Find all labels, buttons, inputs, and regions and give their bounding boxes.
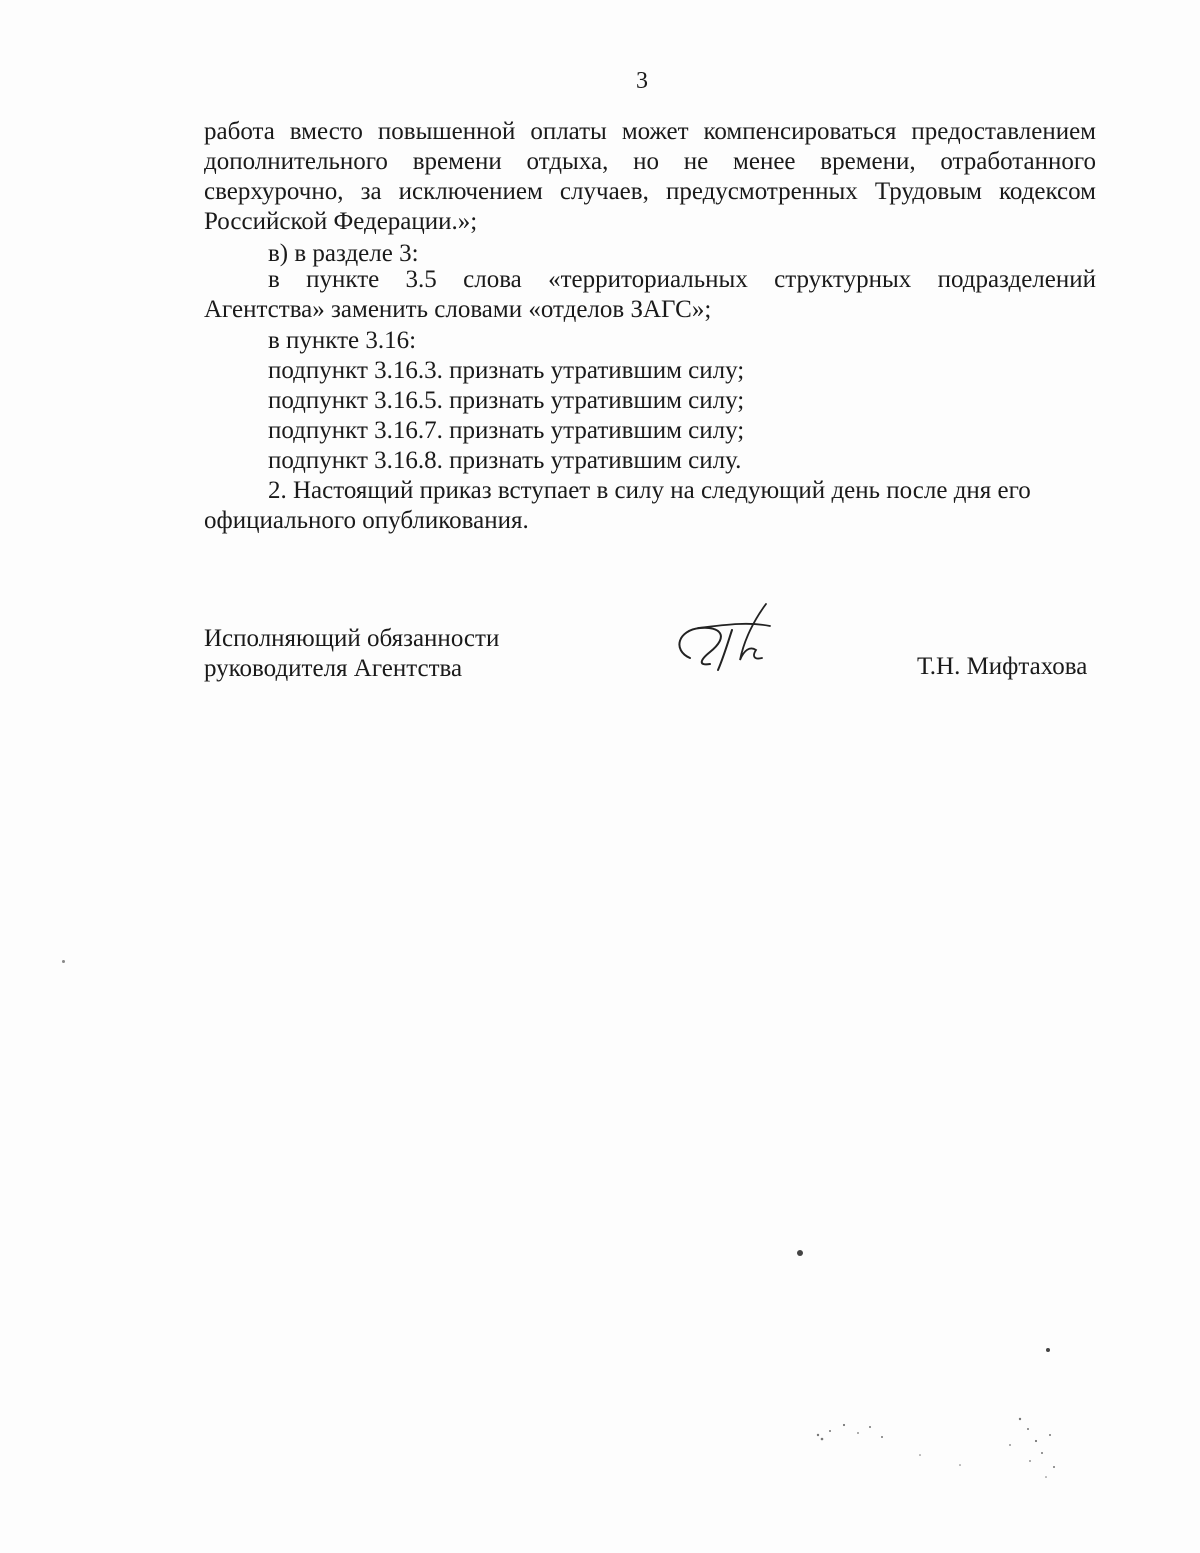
scan-speck xyxy=(62,960,65,963)
list-item-3-16: в пункте 3.16: xyxy=(268,327,417,354)
paragraph-line: в пункте 3.5 слова «территориальных структурных подразделений xyxy=(268,266,1096,293)
signatory-position-line1: Исполняющий обязанности xyxy=(204,625,500,652)
subitem: подпункт 3.16.3. признать утратившим силу; xyxy=(268,357,745,384)
list-item-v: в) в разделе 3: xyxy=(268,240,419,267)
signatory-position-line2: руководителя Агентства xyxy=(204,655,463,682)
paragraph-line: 2. Настоящий приказ вступает в силу на следующий день после дня его xyxy=(268,477,1031,504)
paragraph-line: Агентства» заменить словами «отделов ЗАГС»; xyxy=(204,296,712,323)
page-number: 3 xyxy=(636,68,648,94)
paragraph-line: дополнительного времени отдыха, но не менее времени, отработанного xyxy=(204,148,1096,175)
subitem: подпункт 3.16.7. признать утратившим силу; xyxy=(268,417,745,444)
subitem: подпункт 3.16.8. признать утратившим силу. xyxy=(268,447,742,474)
scan-speck xyxy=(1046,1348,1050,1352)
subitem: подпункт 3.16.5. признать утратившим силу; xyxy=(268,387,745,414)
scan-speck xyxy=(797,1250,803,1256)
paragraph-line: сверхурочно, за исключением случаев, предусмотренных Трудовым кодексом xyxy=(204,178,1096,205)
handwritten-signature xyxy=(670,600,780,680)
paragraph-line: работа вместо повышенной оплаты может компенсироваться предоставлением xyxy=(204,118,1096,145)
scan-noise xyxy=(810,1405,1070,1495)
signatory-name: Т.Н. Мифтахова xyxy=(917,653,1088,680)
paragraph-line: официального опубликования. xyxy=(204,507,529,534)
paragraph-line: Российской Федерации.»; xyxy=(204,208,478,235)
